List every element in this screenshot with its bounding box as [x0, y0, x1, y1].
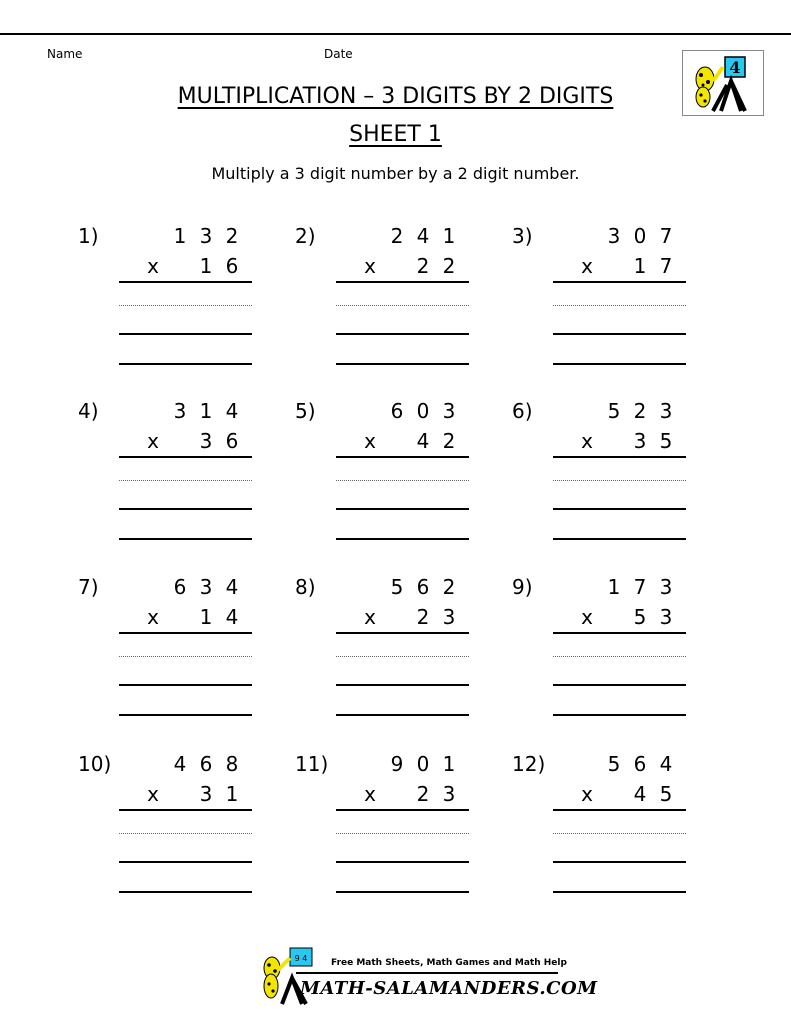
multiply-bar — [119, 281, 252, 283]
multiplicand-digit: 1 — [442, 752, 456, 776]
partial-product-line — [336, 656, 469, 657]
multiplier-digit: 3 — [199, 782, 213, 806]
partial-product-line — [119, 480, 252, 481]
multiplicand-digit: 5 — [390, 575, 404, 599]
partial-product-line — [553, 305, 686, 306]
partial-product-line — [336, 861, 469, 863]
multiply-bar — [553, 281, 686, 283]
partial-product-line — [119, 861, 252, 863]
multiplicand-digit: 5 — [607, 399, 621, 423]
partial-product-line — [336, 508, 469, 510]
logo-grade: 4 — [729, 58, 741, 77]
answer-line — [119, 538, 252, 540]
multiplicand-digit: 7 — [633, 575, 647, 599]
multiplier-digit: 5 — [633, 605, 647, 629]
partial-product-line — [119, 508, 252, 510]
multiplier-digit: 4 — [225, 605, 239, 629]
multiplicand-digit: 2 — [633, 399, 647, 423]
multiplicand-digit: 3 — [659, 575, 673, 599]
multiplicand-digit: 4 — [416, 224, 430, 248]
multiplier-digit: 5 — [659, 782, 673, 806]
partial-product-line — [553, 861, 686, 863]
multiplier-digit: 1 — [199, 254, 213, 278]
partial-product-line — [336, 833, 469, 834]
problem-1 — [78, 224, 278, 374]
partial-product-line — [119, 833, 252, 834]
multiplicand-digit: 1 — [173, 224, 187, 248]
multiplicand-digit: 6 — [173, 575, 187, 599]
worksheet-title: MULTIPLICATION – 3 DIGITS BY 2 DIGITS — [177, 84, 614, 109]
multiply-bar — [553, 809, 686, 811]
multiplicand-digit: 7 — [659, 224, 673, 248]
multiplier-digit: 2 — [416, 605, 430, 629]
multiplicand-digit: 4 — [225, 575, 239, 599]
multiplicand-digit: 0 — [416, 752, 430, 776]
footer-badge-text: 9 4 — [294, 954, 308, 963]
multiplicand-digit: 9 — [390, 752, 404, 776]
problem-11 — [295, 752, 495, 902]
partial-product-line — [336, 305, 469, 306]
multiplicand-digit: 3 — [199, 224, 213, 248]
multiplicand-digit: 6 — [199, 752, 213, 776]
multiplicand-digit: 4 — [173, 752, 187, 776]
partial-product-line — [336, 480, 469, 481]
partial-product-line — [119, 684, 252, 686]
problem-number: 3) — [512, 224, 533, 248]
multiply-bar — [553, 632, 686, 634]
answer-line — [336, 538, 469, 540]
multiplicand-digit: 2 — [225, 224, 239, 248]
multiplicand-digit: 3 — [173, 399, 187, 423]
partial-product-line — [553, 480, 686, 481]
footer-rule — [296, 972, 558, 974]
times-sign: x — [364, 605, 376, 629]
partial-product-line — [336, 333, 469, 335]
answer-line — [553, 714, 686, 716]
multiplier-digit: 1 — [225, 782, 239, 806]
multiplier-digit: 3 — [442, 782, 456, 806]
problem-5 — [295, 399, 495, 549]
multiplier-digit: 2 — [442, 254, 456, 278]
footer-site-name: MATH-SALAMANDERS.COM — [300, 978, 598, 999]
problem-4 — [78, 399, 278, 549]
multiply-bar — [553, 456, 686, 458]
multiplier-digit: 2 — [416, 782, 430, 806]
partial-product-line — [119, 305, 252, 306]
multiplicand-digit: 3 — [199, 575, 213, 599]
multiply-bar — [336, 632, 469, 634]
date-label: Date — [324, 47, 353, 61]
problem-3 — [512, 224, 712, 374]
multiply-bar — [119, 632, 252, 634]
problem-number: 10) — [78, 752, 112, 776]
multiply-bar — [119, 456, 252, 458]
multiplicand-digit: 8 — [225, 752, 239, 776]
problem-number: 6) — [512, 399, 533, 423]
times-sign: x — [147, 429, 159, 453]
multiplicand-digit: 6 — [416, 575, 430, 599]
partial-product-line — [553, 508, 686, 510]
answer-line — [553, 363, 686, 365]
multiplier-digit: 2 — [416, 254, 430, 278]
multiplicand-digit: 1 — [607, 575, 621, 599]
multiplicand-digit: 0 — [633, 224, 647, 248]
partial-product-line — [336, 684, 469, 686]
answer-line — [119, 363, 252, 365]
multiply-bar — [336, 456, 469, 458]
times-sign: x — [581, 605, 593, 629]
multiplicand-digit: 4 — [659, 752, 673, 776]
partial-product-line — [553, 333, 686, 335]
problem-2 — [295, 224, 495, 374]
multiplicand-digit: 6 — [390, 399, 404, 423]
answer-line — [119, 714, 252, 716]
multiplier-digit: 3 — [633, 429, 647, 453]
problem-number: 4) — [78, 399, 99, 423]
problem-6 — [512, 399, 712, 549]
multiplier-digit: 4 — [633, 782, 647, 806]
problem-number: 9) — [512, 575, 533, 599]
multiplier-digit: 3 — [659, 605, 673, 629]
footer-tagline: Free Math Sheets, Math Games and Math Help — [331, 958, 567, 968]
answer-line — [336, 714, 469, 716]
multiplier-digit: 7 — [659, 254, 673, 278]
problem-number: 11) — [295, 752, 329, 776]
problem-number: 8) — [295, 575, 316, 599]
multiplicand-digit: 4 — [225, 399, 239, 423]
answer-line — [336, 891, 469, 893]
problem-12 — [512, 752, 712, 902]
times-sign: x — [147, 605, 159, 629]
problem-number: 2) — [295, 224, 316, 248]
multiplicand-digit: 6 — [633, 752, 647, 776]
problem-9 — [512, 575, 712, 725]
multiplicand-digit: 1 — [442, 224, 456, 248]
problem-number: 5) — [295, 399, 316, 423]
multiplier-digit: 5 — [659, 429, 673, 453]
multiply-bar — [336, 809, 469, 811]
multiplier-digit: 6 — [225, 254, 239, 278]
problem-number: 1) — [78, 224, 99, 248]
multiplicand-digit: 0 — [416, 399, 430, 423]
problem-10 — [78, 752, 278, 902]
multiply-bar — [336, 281, 469, 283]
answer-line — [553, 538, 686, 540]
sheet-label: SHEET 1 — [349, 122, 442, 147]
partial-product-line — [553, 684, 686, 686]
times-sign: x — [581, 782, 593, 806]
name-label: Name — [47, 47, 83, 61]
times-sign: x — [364, 429, 376, 453]
multiply-bar — [119, 809, 252, 811]
multiplier-digit: 2 — [442, 429, 456, 453]
partial-product-line — [553, 656, 686, 657]
multiplier-digit: 3 — [442, 605, 456, 629]
multiplicand-digit: 3 — [607, 224, 621, 248]
multiplier-digit: 1 — [199, 605, 213, 629]
instructions: Multiply a 3 digit number by a 2 digit number. — [211, 164, 580, 183]
multiplier-digit: 4 — [416, 429, 430, 453]
multiplicand-digit: 5 — [607, 752, 621, 776]
multiplier-digit: 1 — [633, 254, 647, 278]
top-rule — [0, 33, 791, 35]
multiplicand-digit: 3 — [442, 399, 456, 423]
times-sign: x — [147, 254, 159, 278]
answer-line — [119, 891, 252, 893]
multiplier-digit: 3 — [199, 429, 213, 453]
multiplicand-digit: 2 — [390, 224, 404, 248]
multiplier-digit: 6 — [225, 429, 239, 453]
times-sign: x — [581, 254, 593, 278]
problem-number: 7) — [78, 575, 99, 599]
times-sign: x — [147, 782, 159, 806]
problem-8 — [295, 575, 495, 725]
times-sign: x — [364, 254, 376, 278]
times-sign: x — [581, 429, 593, 453]
answer-line — [553, 891, 686, 893]
partial-product-line — [119, 656, 252, 657]
multiplicand-digit: 1 — [199, 399, 213, 423]
times-sign: x — [364, 782, 376, 806]
partial-product-line — [119, 333, 252, 335]
partial-product-line — [553, 833, 686, 834]
multiplicand-digit: 2 — [442, 575, 456, 599]
problem-number: 12) — [512, 752, 546, 776]
problem-7 — [78, 575, 278, 725]
answer-line — [336, 363, 469, 365]
multiplicand-digit: 3 — [659, 399, 673, 423]
